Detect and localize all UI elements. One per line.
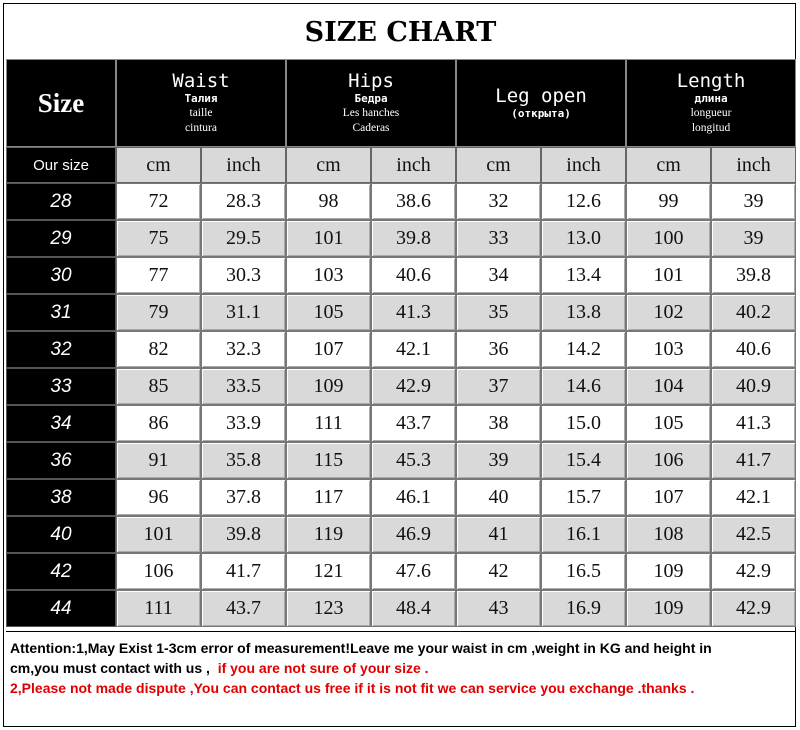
measurement-cell: 101 bbox=[626, 257, 711, 294]
unit-label: cm bbox=[116, 147, 201, 183]
measurement-cell: 40 bbox=[456, 479, 541, 516]
note-line-2 bbox=[10, 658, 791, 678]
table-row bbox=[6, 553, 796, 590]
measurement-cell: 109 bbox=[626, 590, 711, 627]
measurement-cell: 121 bbox=[286, 553, 371, 590]
measurement-cell: 96 bbox=[116, 479, 201, 516]
measurement-cell: 16.1 bbox=[541, 516, 626, 553]
table-row bbox=[6, 220, 796, 257]
measurement-cell: 28.3 bbox=[201, 183, 286, 220]
measurement-cell: 108 bbox=[626, 516, 711, 553]
measurement-cell: 39.8 bbox=[711, 257, 796, 294]
size-cell: 38 bbox=[6, 479, 116, 516]
hips-label: Hips bbox=[348, 69, 394, 92]
header-row bbox=[6, 59, 796, 147]
measurement-cell: 75 bbox=[116, 220, 201, 257]
measurement-cell: 106 bbox=[626, 442, 711, 479]
measurement-cell: 32 bbox=[456, 183, 541, 220]
table-row bbox=[6, 331, 796, 368]
note-line-3: 2,Please not made dispute ,You can contact us free if it is not fit we can service you exchange .thanks . bbox=[10, 680, 695, 696]
measurement-cell: 117 bbox=[286, 479, 371, 516]
measurement-cell: 99 bbox=[626, 183, 711, 220]
size-cell: 34 bbox=[6, 405, 116, 442]
measurement-cell: 42.9 bbox=[371, 368, 456, 405]
measurement-cell: 41 bbox=[456, 516, 541, 553]
measurement-cell: 34 bbox=[456, 257, 541, 294]
table-row bbox=[6, 590, 796, 627]
table-row bbox=[6, 405, 796, 442]
measurement-cell: 43 bbox=[456, 590, 541, 627]
unit-label: inch bbox=[201, 147, 286, 183]
unit-label: cm bbox=[456, 147, 541, 183]
measurement-cell: 123 bbox=[286, 590, 371, 627]
table-row bbox=[6, 442, 796, 479]
measurement-cell: 45.3 bbox=[371, 442, 456, 479]
measurement-cell: 38 bbox=[456, 405, 541, 442]
hips-label-fr: Les hanches bbox=[342, 106, 400, 119]
measurement-cell: 115 bbox=[286, 442, 371, 479]
size-cell: 36 bbox=[6, 442, 116, 479]
measurement-cell: 33.5 bbox=[201, 368, 286, 405]
measurement-cell: 46.1 bbox=[371, 479, 456, 516]
measurement-cell: 111 bbox=[116, 590, 201, 627]
measurement-cell: 103 bbox=[626, 331, 711, 368]
measurement-cell: 119 bbox=[286, 516, 371, 553]
measurement-cell: 101 bbox=[286, 220, 371, 257]
measurement-cell: 91 bbox=[116, 442, 201, 479]
measurement-cell: 35.8 bbox=[201, 442, 286, 479]
measurement-cell: 42 bbox=[456, 553, 541, 590]
measurement-cell: 39 bbox=[711, 220, 796, 257]
measurement-cell: 77 bbox=[116, 257, 201, 294]
measurement-cell: 109 bbox=[286, 368, 371, 405]
measurement-cell: 33.9 bbox=[201, 405, 286, 442]
measurement-cell: 98 bbox=[286, 183, 371, 220]
size-cell: 33 bbox=[6, 368, 116, 405]
measurement-cell: 101 bbox=[116, 516, 201, 553]
measurement-cell: 40.6 bbox=[711, 331, 796, 368]
size-cell: 40 bbox=[6, 516, 116, 553]
measurement-cell: 102 bbox=[626, 294, 711, 331]
size-cell: 31 bbox=[6, 294, 116, 331]
measurement-cell: 47.6 bbox=[371, 553, 456, 590]
measurement-cell: 41.7 bbox=[201, 553, 286, 590]
table-row bbox=[6, 183, 796, 220]
measurement-cell: 109 bbox=[626, 553, 711, 590]
measurement-cell: 12.6 bbox=[541, 183, 626, 220]
hips-column-header bbox=[286, 59, 456, 147]
table-row bbox=[6, 516, 796, 553]
length-label-ru: длина bbox=[694, 91, 728, 105]
page-title: SIZE CHART bbox=[304, 16, 497, 48]
length-label-es: longitud bbox=[691, 121, 731, 134]
size-column-header: Size bbox=[6, 59, 116, 147]
note-line-2-warning: if you are not sure of your size . bbox=[217, 660, 429, 676]
measurement-cell: 85 bbox=[116, 368, 201, 405]
note-line-1: Attention:1,May Exist 1-3cm error of measurement!Leave me your waist in cm ,weight in KG and height in bbox=[10, 640, 712, 656]
size-cell: 30 bbox=[6, 257, 116, 294]
measurement-cell: 86 bbox=[116, 405, 201, 442]
units-row bbox=[6, 147, 796, 183]
size-cell: 42 bbox=[6, 553, 116, 590]
hips-label-es: Caderas bbox=[352, 121, 390, 134]
measurement-cell: 43.7 bbox=[201, 590, 286, 627]
measurement-cell: 43.7 bbox=[371, 405, 456, 442]
measurement-cell: 38.6 bbox=[371, 183, 456, 220]
measurement-cell: 36 bbox=[456, 331, 541, 368]
measurement-cell: 82 bbox=[116, 331, 201, 368]
measurement-cell: 39.8 bbox=[201, 516, 286, 553]
our-size-label: Our size bbox=[6, 147, 116, 183]
measurement-cell: 72 bbox=[116, 183, 201, 220]
size-cell: 44 bbox=[6, 590, 116, 627]
measurement-cell: 41.3 bbox=[711, 405, 796, 442]
table-row bbox=[6, 479, 796, 516]
measurement-cell: 106 bbox=[116, 553, 201, 590]
waist-label: Waist bbox=[172, 69, 230, 92]
table-row bbox=[6, 368, 796, 405]
size-cell: 32 bbox=[6, 331, 116, 368]
measurement-cell: 42.1 bbox=[371, 331, 456, 368]
measurement-cell: 79 bbox=[116, 294, 201, 331]
measurement-cell: 15.7 bbox=[541, 479, 626, 516]
measurement-cell: 46.9 bbox=[371, 516, 456, 553]
length-label-fr: longueur bbox=[690, 106, 732, 119]
measurement-cell: 42.5 bbox=[711, 516, 796, 553]
unit-label: inch bbox=[371, 147, 456, 183]
measurement-cell: 39 bbox=[711, 183, 796, 220]
attention-notes bbox=[6, 631, 795, 725]
measurement-cell: 13.0 bbox=[541, 220, 626, 257]
measurement-cell: 40.6 bbox=[371, 257, 456, 294]
length-column-header bbox=[626, 59, 796, 147]
unit-label: inch bbox=[711, 147, 796, 183]
measurement-cell: 105 bbox=[286, 294, 371, 331]
measurement-cell: 100 bbox=[626, 220, 711, 257]
measurement-cell: 42.9 bbox=[711, 590, 796, 627]
measurement-cell: 13.4 bbox=[541, 257, 626, 294]
measurement-cell: 41.7 bbox=[711, 442, 796, 479]
unit-label: cm bbox=[286, 147, 371, 183]
leg-open-label-ru: (открыта) bbox=[511, 106, 571, 120]
waist-label-ru: Талия bbox=[184, 91, 218, 105]
waist-column-header bbox=[116, 59, 286, 147]
measurement-cell: 40.2 bbox=[711, 294, 796, 331]
measurement-cell: 107 bbox=[286, 331, 371, 368]
measurement-cell: 31.1 bbox=[201, 294, 286, 331]
measurement-cell: 41.3 bbox=[371, 294, 456, 331]
unit-label: cm bbox=[626, 147, 711, 183]
measurement-cell: 14.6 bbox=[541, 368, 626, 405]
length-label: Length bbox=[676, 69, 746, 92]
measurement-cell: 37 bbox=[456, 368, 541, 405]
size-cell: 29 bbox=[6, 220, 116, 257]
measurement-cell: 16.5 bbox=[541, 553, 626, 590]
measurement-cell: 111 bbox=[286, 405, 371, 442]
measurement-cell: 15.4 bbox=[541, 442, 626, 479]
measurement-cell: 29.5 bbox=[201, 220, 286, 257]
waist-label-es: cintura bbox=[185, 121, 217, 134]
measurement-cell: 16.9 bbox=[541, 590, 626, 627]
measurement-cell: 40.9 bbox=[711, 368, 796, 405]
measurement-cell: 33 bbox=[456, 220, 541, 257]
measurement-cell: 39 bbox=[456, 442, 541, 479]
measurement-cell: 32.3 bbox=[201, 331, 286, 368]
measurement-cell: 15.0 bbox=[541, 405, 626, 442]
measurement-cell: 48.4 bbox=[371, 590, 456, 627]
measurement-cell: 103 bbox=[286, 257, 371, 294]
table-row bbox=[6, 257, 796, 294]
measurement-cell: 42.1 bbox=[711, 479, 796, 516]
size-chart-card bbox=[3, 3, 796, 727]
measurement-cell: 107 bbox=[626, 479, 711, 516]
leg-open-label: Leg open bbox=[495, 84, 587, 107]
hips-label-ru: Бедра bbox=[354, 91, 388, 105]
unit-label: inch bbox=[541, 147, 626, 183]
measurement-cell: 30.3 bbox=[201, 257, 286, 294]
measurement-cell: 35 bbox=[456, 294, 541, 331]
size-table bbox=[6, 59, 796, 627]
note-line-2-text: cm,you must contact with us , bbox=[10, 660, 210, 676]
measurement-cell: 14.2 bbox=[541, 331, 626, 368]
size-cell: 28 bbox=[6, 183, 116, 220]
table-row bbox=[6, 294, 796, 331]
measurement-cell: 13.8 bbox=[541, 294, 626, 331]
measurement-cell: 37.8 bbox=[201, 479, 286, 516]
measurement-cell: 39.8 bbox=[371, 220, 456, 257]
waist-label-fr: taille bbox=[189, 106, 213, 119]
measurement-cell: 105 bbox=[626, 405, 711, 442]
measurement-cell: 42.9 bbox=[711, 553, 796, 590]
measurement-cell: 104 bbox=[626, 368, 711, 405]
leg-open-column-header bbox=[456, 59, 626, 147]
